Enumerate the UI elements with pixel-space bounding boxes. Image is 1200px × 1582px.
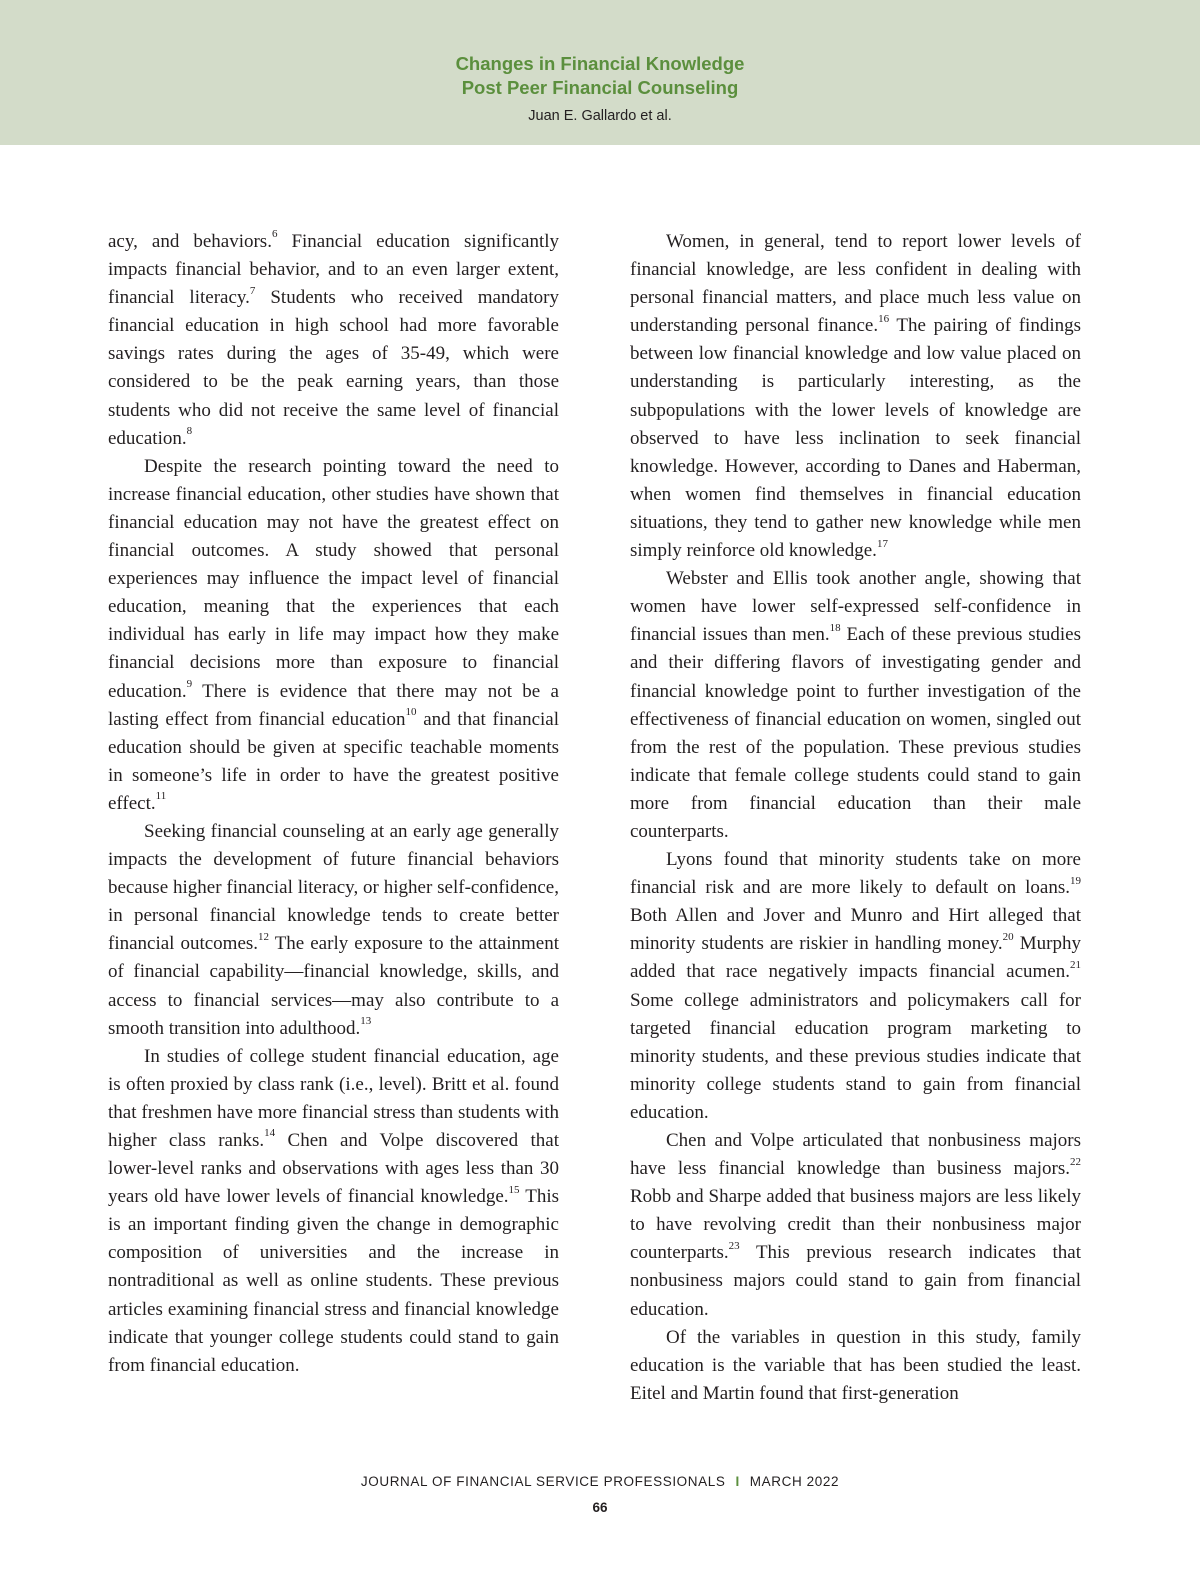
issue-date: MARCH 2022 <box>749 1474 840 1489</box>
footnote-ref: 19 <box>1070 874 1081 887</box>
footnote-ref: 12 <box>258 930 270 943</box>
paragraph: Of the variables in question in this study, family education is the variable that has been studied the least. Eitel and Martin found that first-generation <box>630 1326 1081 1404</box>
footnote-ref: 14 <box>264 1127 276 1140</box>
paragraph: Seeking financial counseling at an early age generally impacts the development of future financial behaviors because higher financial literacy, or higher self-confidence, in personal financial knowledge tends to create better financial outcomes.$^{12}$ The early exposure to the attainment of financial capability—financial knowledge, skills, and access to financial services—may also contribute to a smooth transition into adulthood.$^{13}$ <box>108 820 559 1039</box>
footnote-ref: 16 <box>878 312 890 325</box>
footnote-ref: 20 <box>1002 930 1014 943</box>
paragraph: Webster and Ellis took another angle, showing that women have lower self-expressed self-confidence in financial issues than men.$^{18}$ Each of these previous studies and their differing flavors of investigating gender and financial knowledge point to further investigation of the effectiveness of financial education on women, singled out from the rest of the population. These previous studies indicate that female college students could stand to gain more from financial education than their male counterparts. <box>630 568 1081 842</box>
article-title-line-2: Post Peer Financial Counseling <box>461 77 739 98</box>
footnote-ref: 6 <box>271 228 278 241</box>
paragraph: Women, in general, tend to report lower levels of financial knowledge, are less confident in dealing with personal financial matters, and place much less value on understanding personal finance.$^{16}$ The pairing of findings between low financial knowledge and low value placed on understanding is particularly interesting, as the subpopulations with the lower levels of knowledge are observed to have less inclination to seek financial knowledge. However, according to Danes and Haberman, when women find themselves in financial education situations, they tend to gather new knowledge while men simply reinforce old knowledge.$^{17}$ <box>630 231 1081 562</box>
footnote-ref: 7 <box>249 284 256 297</box>
footnote-ref: 11 <box>155 790 167 803</box>
article-title-line-1: Changes in Financial Knowledge <box>455 53 745 74</box>
footnote-ref: 9 <box>186 677 193 690</box>
footnote-ref: 21 <box>1070 958 1081 971</box>
left-column <box>108 228 559 1380</box>
page-number: 66 <box>592 1500 608 1515</box>
footnote-ref: 18 <box>829 621 841 634</box>
paragraph: acy, and behaviors.$^6$ Financial education significantly impacts financial behavior, and to an even larger extent, financial literacy.$^7$ Students who received mandatory financial education in high school had more favorable savings rates during the ages of 35-49, which were considered to be the peak earning years, than those students who did not receive the same level of financial education.$^8$ <box>108 228 560 449</box>
running-footer <box>0 1474 1200 1489</box>
footnote-ref: 8 <box>186 425 193 438</box>
footnote-ref: 10 <box>405 706 417 719</box>
article-author: Juan E. Gallardo et al. <box>528 108 672 124</box>
paragraph: In studies of college student financial education, age is often proxied by class rank (i.e., level). Britt et al. found that freshmen have more financial stress than students with higher class ranks.$^{14}$ Chen and Volpe discovered that lower-level ranks and observations with ages less than 30 years old have lower levels of financial knowledge.$^{15}$ This is an important finding given the change in demographic composition of universities and the increase in nontraditional as well as online students. These previous articles examining financial stress and financial knowledge indicate that younger college students could stand to gain from financial education. <box>108 1045 560 1376</box>
right-column <box>630 228 1081 1408</box>
footnote-ref: 13 <box>360 1015 372 1028</box>
footnote-ref: 17 <box>876 537 888 550</box>
footnote-ref: 22 <box>1070 1155 1081 1168</box>
paragraph: Chen and Volpe articulated that nonbusiness majors have less financial knowledge than business majors.$^{22}$ Robb and Sharpe added that business majors are less likely to have revolving credit than their nonbusiness major counterparts.$^{23}$ This previous research indicates that nonbusiness majors could stand to gain from financial education. <box>630 1130 1081 1320</box>
footnote-ref: 15 <box>508 1183 520 1196</box>
running-header <box>0 0 1200 145</box>
footnote-ref: 23 <box>728 1239 740 1252</box>
paragraph: Lyons found that minority students take on more financial risk and are more likely to default on loans.$^{19}$ Both Allen and Jover and Munro and Hirt alleged that minority students are riskier in handling money.$^{20}$ Murphy added that race negatively impacts financial acumen.$^{21}$ Some college administrators and policymakers call for targeted financial education program marketing to minority students, and these previous studies indicate that minority college students stand to gain from financial education. <box>630 849 1081 1123</box>
footer-separator: I <box>735 1474 740 1489</box>
paragraph: Despite the research pointing toward the need to increase financial education, other studies have shown that financial education may not have the greatest effect on financial outcomes. A study showed that personal experiences may influence the impact level of financial education, meaning that the experiences that each individual has early in life may impact how they make financial decisions more than exposure to financial education.$^9$ There is evidence that there may not be a lasting effect from financial education$^{10}$ and that financial education should be given at specific teachable moments in someone’s life in order to have the greatest positive effect.$^{11}$ <box>108 455 559 814</box>
journal-name: JOURNAL OF FINANCIAL SERVICE PROFESSIONALS <box>360 1474 726 1489</box>
